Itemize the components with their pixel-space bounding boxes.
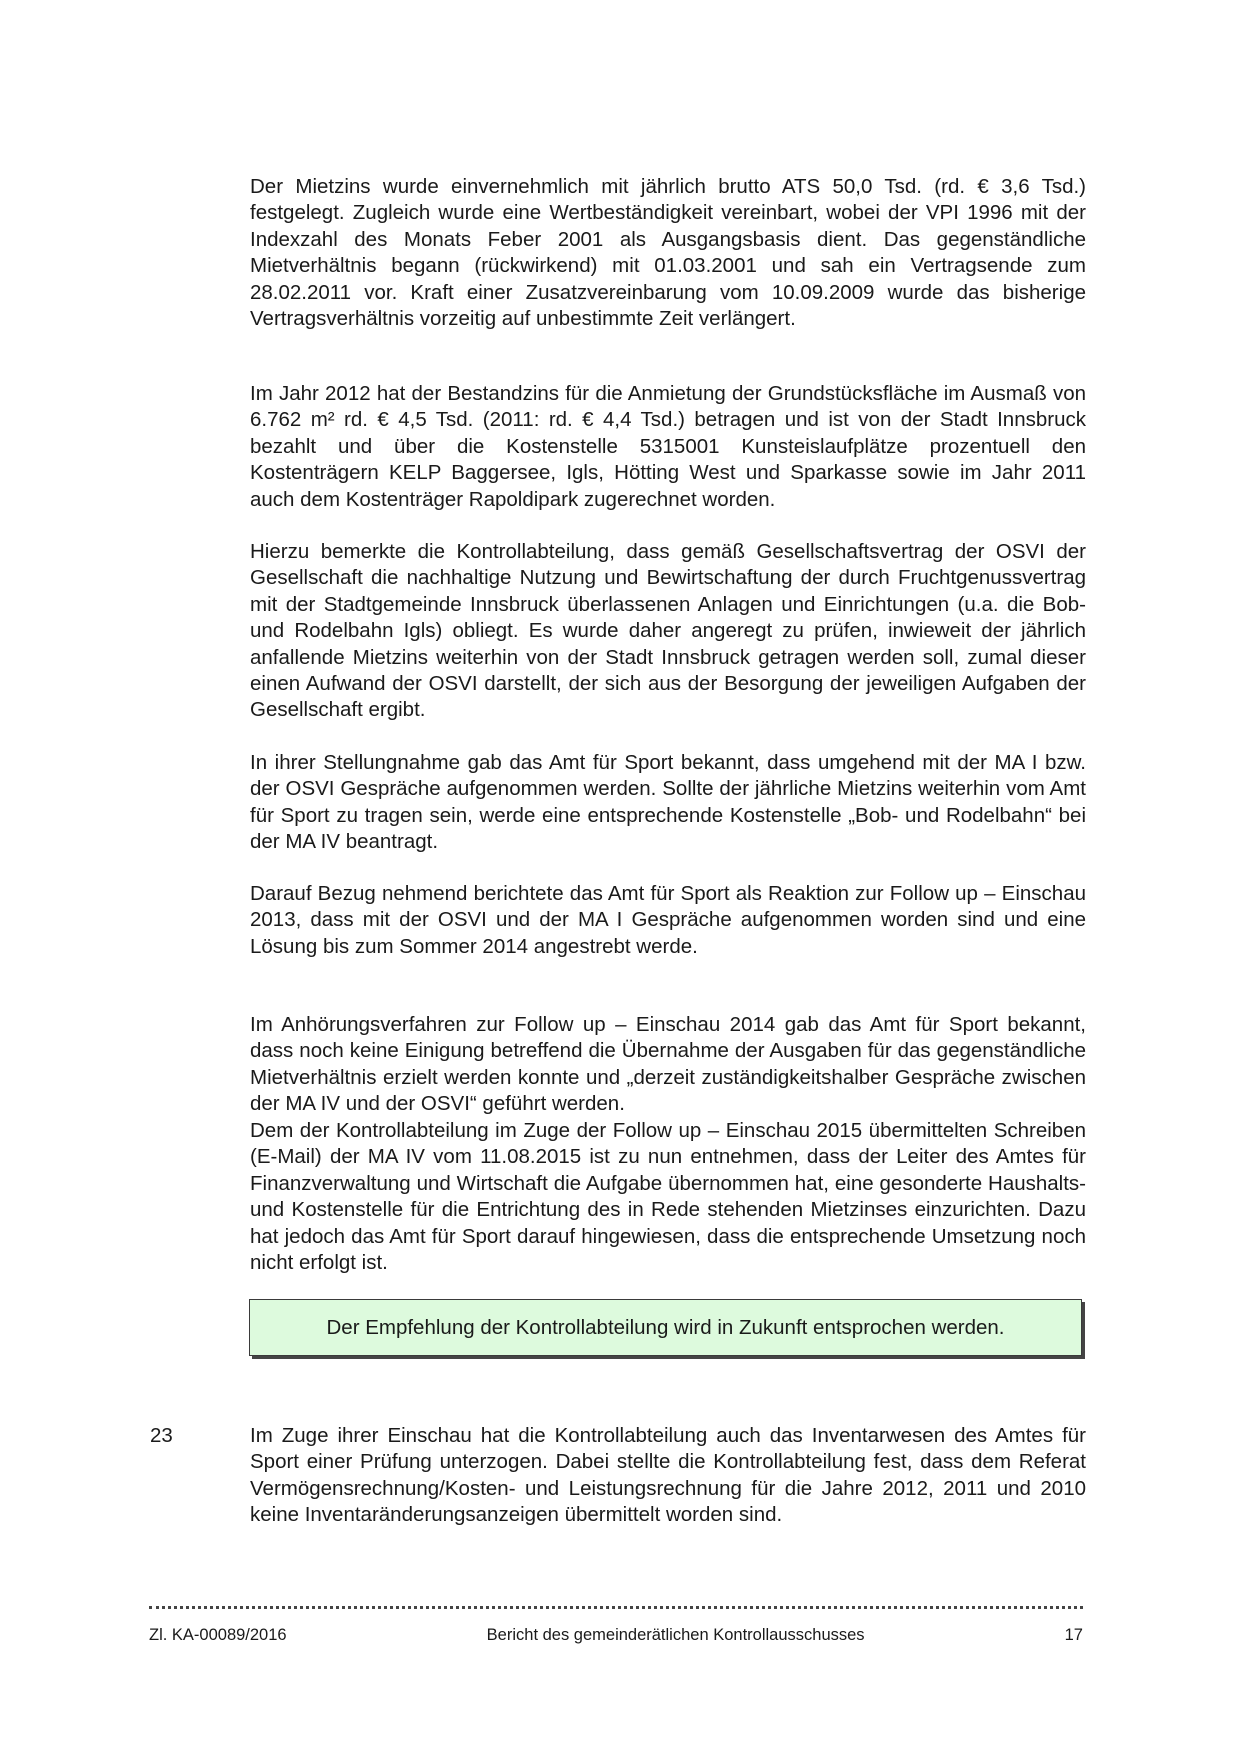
paragraph-inventory: Im Zuge ihrer Einschau hat die Kontrollabteilung auch das Inventarwesen des Amtes für Sport einer Prüfung unterzogen. Dabei stellte die Kontrollabteilung fest, dass dem Referat Vermögensrechnung/Kosten- und Leistungsrechnung für die Jahre 2012, 2011 und 2010 keine Inventaränderungsanzeigen übermittelt worden sind.	[250, 1424, 1086, 1527]
paragraph-lease-costs: Im Jahr 2012 hat der Bestandzins für die Anmietung der Grundstücksfläche im Ausmaß von 6.762 m² rd. € 4,5 Tsd. (2011: rd. € 4,4 Tsd.) betragen und ist von der Stadt Innsbruck bezahlt und über die Kostenstelle 5315001 Kunsteislaufplätze prozentuell den Kostenträgern KELP Baggersee, Igls, Hötting West und Sparkasse sowie im Jahr 2011 auch dem Kostenträger Rapoldipark zugerechnet worden.	[250, 382, 1086, 511]
paragraph-followup-2014: Im Anhörungsverfahren zur Follow up – Einschau 2014 gab das Amt für Sport bekannt, dass noch keine Einigung betreffend die Übernahme der Ausgaben für das gegenständliche Mietverhältnis erzielt werden konnte und „derzeit zuständigkeitshalber Gespräche zwischen der MA IV und der OSVI“ geführt werden.	[250, 1013, 1086, 1116]
footer-reference: Zl. KA-00089/2016	[149, 1626, 287, 1644]
footer-title: Bericht des gemeinderätlichen Kontrollausschusses	[486, 1626, 865, 1644]
paragraph-followup-2013: Darauf Bezug nehmend berichtete das Amt für Sport als Reaktion zur Follow up – Einschau 2013, dass mit der OSVI und der MA I Gespräche aufgenommen worden sind und eine Lösung bis zum Sommer 2014 angestrebt werde.	[250, 882, 1086, 958]
page-number: 17	[1064, 1626, 1083, 1644]
footer-divider	[149, 1606, 1083, 1609]
recommendation-text: Der Empfehlung der Kontrollabteilung wird in Zukunft entsprochen werden.	[326, 1315, 1005, 1339]
recommendation-box	[249, 1299, 1082, 1356]
paragraph-followup-2015: Dem der Kontrollabteilung im Zuge der Follow up – Einschau 2015 übermittelten Schreiben (E-Mail) der MA IV vom 11.08.2015 ist zu nun entnehmen, dass der Leiter des Amtes für Finanzverwaltung und Wirtschaft die Aufgabe übernommen hat, eine gesonderte Haushalts- und Kostenstelle für die Entrichtung des in Rede stehenden Mietzinses einzurichten. Dazu hat jedoch das Amt für Sport darauf hingewiesen, dass die entsprechende Umsetzung noch nicht erfolgt ist.	[250, 1119, 1086, 1275]
paragraph-audit-remark: Hierzu bemerkte die Kontrollabteilung, dass gemäß Gesellschaftsvertrag der OSVI der Gesellschaft die nachhaltige Nutzung und Bewirtschaftung der durch Fruchtgenussvertrag mit der Stadtgemeinde Innsbruck überlassenen Anlagen und Einrichtungen (u.a. die Bob- und Rodelbahn Igls) obliegt. Es wurde daher angeregt zu prüfen, inwieweit der jährlich anfallende Mietzins weiterhin von der Stadt Innsbruck getragen werden soll, zumal dieser einen Aufwand der OSVI darstellt, der sich aus der Besorgung der jeweiligen Aufgaben der Gesellschaft ergibt.	[250, 540, 1086, 722]
paragraph-rent-agreement: Der Mietzins wurde einvernehmlich mit jährlich brutto ATS 50,0 Tsd. (rd. € 3,6 Tsd.) festgelegt. Zugleich wurde eine Wertbeständigkeit vereinbart, wobei der VPI 1996 mit der Indexzahl des Monats Feber 2001 als Ausgangsbasis dient. Das gegenständliche Mietverhältnis begann (rückwirkend) mit 01.03.2001 und sah ein Vertragsende zum 28.02.2011 vor. Kraft einer Zusatzvereinbarung vom 10.09.2009 wurde das bisherige Vertragsverhältnis vorzeitig auf unbestimmte Zeit verlängert.	[250, 175, 1086, 331]
page-footer	[149, 1625, 1083, 1645]
section-number: 23	[150, 1424, 173, 1447]
paragraph-statement: In ihrer Stellungnahme gab das Amt für Sport bekannt, dass umgehend mit der MA I bzw. der OSVI Gespräche aufgenommen werden. Sollte der jährliche Mietzins weiterhin vom Amt für Sport zu tragen sein, werde eine entsprechende Kostenstelle „Bob- und Rodelbahn“ bei der MA IV beantragt.	[250, 751, 1086, 854]
